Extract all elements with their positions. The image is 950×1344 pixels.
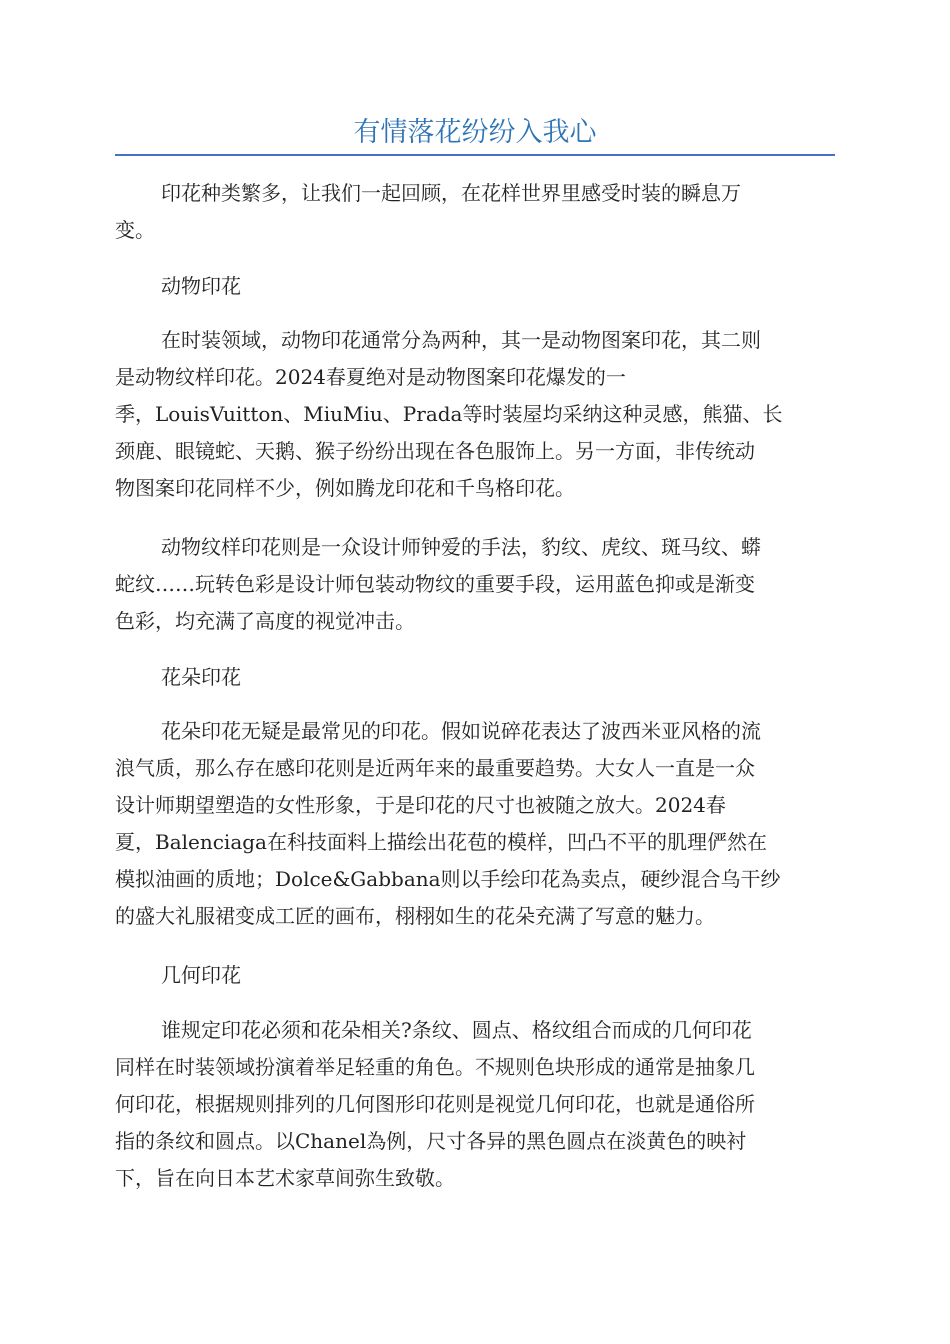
text-line: 谁规定印花必须和花朵相关?条纹、圆点、格纹组合而成的几何印花 <box>161 1018 752 1042</box>
text-line: 颈鹿、眼镜蛇、天鹅、猴子纷纷出现在各色服饰上。另一方面，非传统动 <box>115 439 755 463</box>
animal-print-paragraph-1 <box>115 322 835 507</box>
animal-print-paragraph-2 <box>115 529 835 640</box>
text-line: 的盛大礼服裙变成工匠的画布，栩栩如生的花朵充满了写意的魅力。 <box>115 904 715 928</box>
text-line: 在时装领域，动物印花通常分為两种，其一是动物图案印花，其二则 <box>161 328 761 352</box>
text-line: 浪气质，那么存在感印花则是近两年来的最重要趋势。大女人一直是一众 <box>115 756 755 780</box>
text-line: 设计师期望塑造的女性形象，于是印花的尺寸也被随之放大。2024春 <box>115 793 726 817</box>
text-line: 模拟油画的质地；Dolce&Gabbana则以手绘印花為卖点，硬纱混合乌干纱 <box>115 867 781 891</box>
text-line: 动物纹样印花则是一众设计师钟爱的手法，豹纹、虎纹、斑马纹、蟒 <box>161 535 761 559</box>
text-line: 花朵印花无疑是最常见的印花。假如说碎花表达了波西米亚风格的流 <box>161 719 761 743</box>
geometric-print-paragraph <box>115 1012 835 1197</box>
text-line: 下，旨在向日本艺术家草间弥生致敬。 <box>115 1166 455 1190</box>
text-line: 物图案印花同样不少，例如腾龙印花和千鸟格印花。 <box>115 476 575 500</box>
heading-geometric-print <box>115 957 835 994</box>
section-heading: 花朵印花 <box>161 665 241 689</box>
section-heading: 几何印花 <box>161 963 241 987</box>
text-line: 蛇纹……玩转色彩是设计师包装动物纹的重要手段，运用蓝色抑或是渐变 <box>115 572 755 596</box>
text-line: 同样在时装领域扮演着举足轻重的角色。不规则色块形成的通常是抽象几 <box>115 1055 755 1079</box>
text-line: 变。 <box>115 218 155 242</box>
intro-paragraph <box>115 175 835 249</box>
text-line: 季，LouisVuitton、MiuMiu、Prada等时装屋均采纳这种灵感，熊猫、长 <box>115 402 783 426</box>
text-line: 印花种类繁多，让我们一起回顾，在花样世界里感受时装的瞬息万 <box>161 181 741 205</box>
floral-print-paragraph <box>115 713 835 935</box>
text-line: 指的条纹和圆点。以Chanel為例，尺寸各异的黑色圆点在淡黄色的映衬 <box>115 1129 747 1153</box>
document-title: 有情落花纷纷入我心 <box>115 112 835 156</box>
section-heading: 动物印花 <box>161 274 241 298</box>
text-line: 色彩，均充满了高度的视觉冲击。 <box>115 609 415 633</box>
text-line: 夏，Balenciaga在科技面料上描绘出花苞的模样，凹凸不平的肌理俨然在 <box>115 830 767 854</box>
text-line: 何印花，根据规则排列的几何图形印花则是视觉几何印花，也就是通俗所 <box>115 1092 755 1116</box>
heading-floral-print <box>115 659 835 696</box>
text-line: 是动物纹样印花。2024春夏绝对是动物图案印花爆发的一 <box>115 365 626 389</box>
heading-animal-print <box>115 268 835 305</box>
